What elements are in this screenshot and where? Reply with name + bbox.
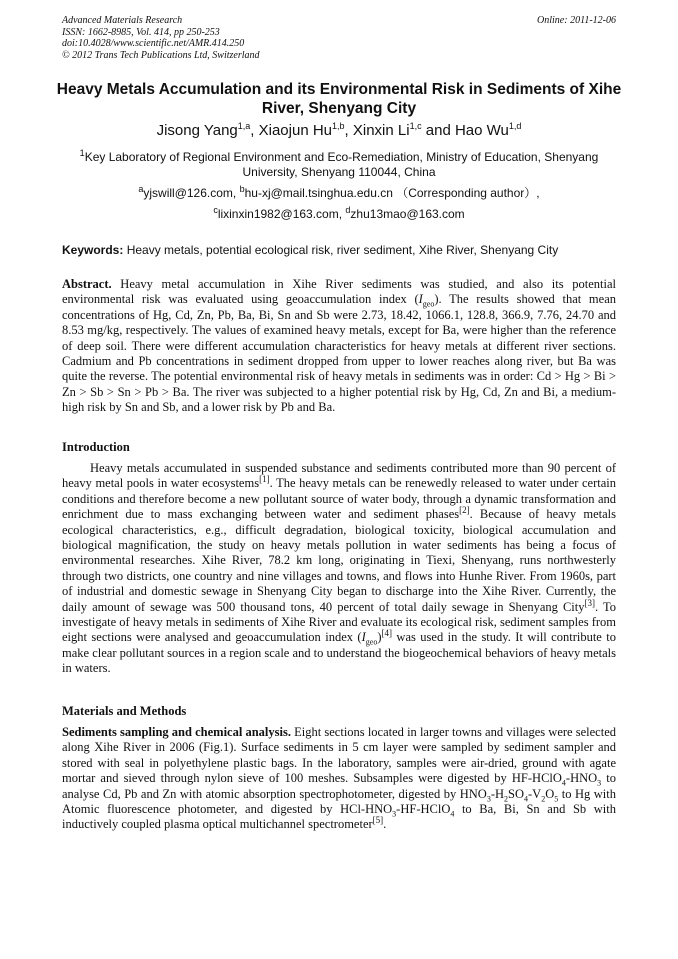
keywords <box>62 243 616 258</box>
paragraph-text: . <box>383 817 387 832</box>
author-affil-sup: 1,d <box>508 121 522 131</box>
affiliation <box>62 150 616 180</box>
paragraph-text: was used in the study. It will contribute to make clear pollutant sources in a region scale and to understand the biogeochemical behaviors of heavy metals in waters. <box>62 630 616 676</box>
paper-title: Heavy Metals Accumulation and its Environmental Risk in Sediments of Xihe River, Shenyang City <box>56 81 622 117</box>
keywords-label: Keywords: <box>62 243 124 257</box>
igeo-symbol: I <box>418 292 423 307</box>
author-affil-sup: 1,c <box>409 121 422 131</box>
affiliation-sup: 1 <box>79 148 85 158</box>
email-link[interactable]: yjswill@126.com, <box>143 186 240 200</box>
igeo-symbol: I <box>361 630 366 645</box>
author-name: Hao Wu <box>454 122 509 139</box>
keywords-text: Heavy metals, potential ecological risk, river sediment, Xihe River, Shenyang City <box>123 243 559 257</box>
affiliation-text: Key Laboratory of Regional Environment and Eco-Remediation, Ministry of Education, Shenyang University, Shenyang 110044, China <box>84 150 599 179</box>
abstract <box>62 277 616 416</box>
paragraph-text: to analyse Cd, Pb and Zn with atomic absorption spectrophotometer, digested by HNO <box>62 771 616 801</box>
paragraph-text: -HF-HClO <box>396 802 451 817</box>
chem-subscript: 2 <box>541 794 546 804</box>
author-separator: , <box>250 122 259 139</box>
paragraph-text: -V <box>528 786 542 801</box>
email-block <box>62 186 616 228</box>
chem-subscript: 3 <box>392 809 397 819</box>
paragraph-text: SO <box>508 786 524 801</box>
paragraph-text: to Hg with Atomic fluorescence photometer, and digested by HCl-HNO <box>62 786 616 817</box>
igeo-subscript: geo <box>422 299 435 309</box>
author-list <box>40 122 638 140</box>
citation-ref[interactable]: [4] <box>381 628 392 639</box>
paragraph-text: . The heavy metals can be renewedly released to water under certain conditions and therefore become a new pollutant source of water body, through a dynamic transformation and enrichment due to mass exchanging between water and sediment phases <box>62 476 616 522</box>
paragraph-text: ) <box>377 630 382 645</box>
section-heading-introduction: Introduction <box>62 440 130 454</box>
paragraph-text: . Because of heavy metals ecological characteristics, e.g., difficult degradation, biological toxicity, biological accumulation and biological magnification, the study on heavy metals pollution in water sediments has being a focus of environmental researches. Xihe River, 78.2 km long, originating in Tiexi, Shenyang, runs northwesterly through two districts, one country and nine villages and towns, and flows into Hunhe River. From 1960s, part of industrial and domestic sewage in Shenyang City began to discharge into the Xihe River. Currently, the daily amount of sewage was 500 thousand tons, 40 percent of total daily sewage in Shenyang City <box>62 507 616 614</box>
chem-subscript: 4 <box>561 778 566 788</box>
author-name: Xinxin Li <box>352 122 410 139</box>
chem-subscript: 3 <box>597 778 602 788</box>
running-header <box>62 15 616 61</box>
subsection-label: Sediments sampling and chemical analysis. <box>62 725 291 739</box>
author-affil-sup: 1,a <box>237 121 251 131</box>
abstract-text: Heavy metal accumulation in Xihe River sediments was studied, and also its potential environmental risk was evaluated using geoaccumulation index ( <box>62 277 616 307</box>
paragraph-text: -H <box>490 786 505 801</box>
paragraph-text: O <box>545 786 555 801</box>
email-sup: b <box>239 184 245 194</box>
chem-subscript: 3 <box>486 794 491 804</box>
igeo-subscript: geo <box>365 637 378 647</box>
email-link[interactable]: lixinxin1982@163.com, <box>217 207 346 221</box>
citation-ref[interactable]: [2] <box>459 505 470 516</box>
email-line <box>62 207 616 222</box>
paragraph-text: Eight sections located in larger towns and villages were selected along Xihe River in 2006 (Fig.1). Surface sediments in 5 cm layer were sampled by sediment sampler and stored with seal in polyethylene plastic bags. In the laboratory, samples were air-dried, ground with agate mortar and sieved through nylon sieve of 100 meshes. Subsamples were digested by HF-HClO <box>62 725 616 786</box>
email-link[interactable]: zhu13mao@163.com <box>350 207 465 221</box>
email-line <box>62 186 616 201</box>
author-name: Jisong Yang <box>156 122 238 139</box>
online-date: Online: 2011-12-06 <box>537 15 616 26</box>
email-sup: d <box>345 205 351 215</box>
paragraph-text: -HNO <box>565 771 598 786</box>
chem-subscript: 2 <box>504 794 509 804</box>
author-name: Xiaojun Hu <box>258 122 333 139</box>
email-link[interactable]: hu-xj@mail.tsinghua.edu.cn （Corresponding author）, <box>244 186 540 200</box>
chem-subscript: 4 <box>524 794 528 804</box>
methods-paragraph <box>62 725 616 833</box>
abstract-text: ). The results showed that mean concentrations of Hg, Cd, Zn, Pb, Ba, Bi, Sn and Sb were 2.73, 18.42, 1066.1, 128.8, 366.9, 7.76, 24.70 and 8.53 mg/kg, respectively. The values of examined heavy metals, except for Ba, were higher than the reference of deep soil. There were different accumulation characteristics for heavy metals at different river sections. Cadmium and Pb concentrations in sediment dropped from upper to lower reaches along river, but Ba was quite the reverse. The potential environmental risk of heavy metals in sediments was in order: Cd > Hg > Bi > Zn > Sb > Sn > Pb > Ba. The river was subjected to a higher potential risk by Hg, Cd, Zn and Bi, a medium-high risk by Sn and Sb, and a lower risk by Pb and Ba. <box>62 292 616 415</box>
citation-ref[interactable]: [1] <box>259 474 270 485</box>
author-separator: and <box>421 122 455 139</box>
paragraph-text: . To investigate of heavy metals in sediments of Xihe River and evaluate its ecological risk, sediment samples from eight sections were analysed and geoaccumulation index ( <box>62 599 616 645</box>
citation-ref[interactable]: [5] <box>372 815 384 826</box>
issn-line: ISSN: 1662-8985, Vol. 414, pp 250-253 <box>62 26 220 38</box>
citation-ref[interactable]: [3] <box>584 597 595 608</box>
paragraph-text: to Ba, Bi, Sn and Sb with inductively coupled plasma optical multichannel spectrometer <box>62 802 616 832</box>
abstract-label: Abstract. <box>62 277 112 291</box>
author-affil-sup: 1,b <box>332 121 345 131</box>
email-sup: a <box>138 184 144 194</box>
journal-name: Advanced Materials Research <box>62 15 183 26</box>
chem-subscript: 5 <box>554 794 559 804</box>
email-sup: c <box>213 205 218 215</box>
chem-subscript: 4 <box>450 809 455 819</box>
doi-line: doi:10.4028/www.scientific.net/AMR.414.250 <box>62 38 245 49</box>
section-heading-methods: Materials and Methods <box>62 704 187 718</box>
paragraph-text: Heavy metals accumulated in suspended substance and sediments contributed more than 90 percent of heavy metal pools in water ecosystems <box>62 461 616 491</box>
copyright-line: © 2012 Trans Tech Publications Ltd, Switzerland <box>62 49 260 61</box>
introduction-paragraph <box>62 461 616 677</box>
author-separator: , <box>344 122 353 139</box>
